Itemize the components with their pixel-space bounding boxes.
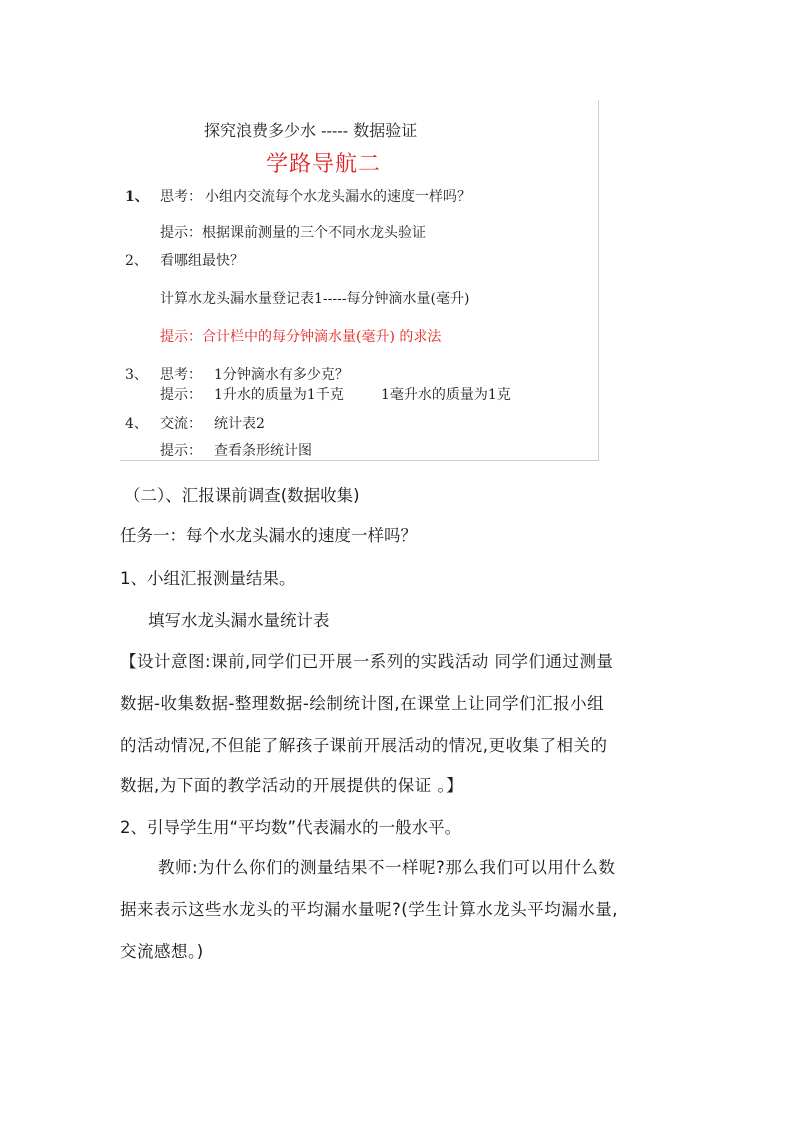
- item-4-number: 4、: [125, 416, 148, 432]
- section-title: （二）、汇报课前调查(数据收集): [124, 486, 360, 505]
- item-1-hint: 提示：根据课前测量的三个不同水龙头验证: [160, 225, 426, 241]
- design-line-4: 数据,为下面的教学活动的开展提供的保证 。】: [120, 776, 464, 795]
- item-2-number: 2、: [125, 253, 148, 269]
- item-3-number: 3、: [125, 367, 148, 383]
- teacher-line-2: 据来表示这些水龙头的平均漏水量呢?(学生计算水龙头平均漏水量,: [120, 900, 618, 919]
- step-1: 1、小组汇报测量结果。: [120, 569, 296, 588]
- item-3-hint-b: 1毫升水的质量为1克: [381, 387, 511, 403]
- step-1-sub: 填写水龙头漏水量统计表: [148, 611, 330, 630]
- item-4-hint-text: 查看条形统计图: [214, 443, 312, 459]
- item-3-hint-a: 1升水的质量为1千克: [214, 387, 344, 403]
- design-line-1: 【设计意图:课前,同学们已开展一系列的实践活动 同学们通过测量: [120, 652, 614, 671]
- task-1: 任务一：每个水龙头漏水的速度一样吗？: [120, 526, 417, 545]
- item-3-hint-label: 提示：: [160, 387, 202, 403]
- item-3-label: 思考：: [160, 367, 202, 383]
- item-4-hint-label: 提示：: [160, 443, 202, 459]
- item-2-hint: 提示：合计栏中的每分钟滴水量(毫升) 的求法: [160, 329, 442, 345]
- item-2-detail: 计算水龙头漏水量登记表1-----每分钟滴水量(毫升): [160, 291, 470, 307]
- item-1-label: 思考：: [160, 189, 202, 205]
- item-4-text: 统计表2: [214, 416, 265, 432]
- item-4-label: 交流：: [160, 416, 202, 432]
- item-1-number: 1、: [125, 189, 149, 205]
- teacher-line-1: 教师:为什么你们的测量结果不一样呢?那么我们可以用什么数: [158, 858, 616, 877]
- step-2: 2、引导学生用“平均数”代表漏水的一般水平。: [120, 818, 462, 837]
- nav-title: 学路导航二: [266, 152, 382, 177]
- item-1-text: 小组内交流每个水龙头漏水的速度一样吗？: [205, 189, 471, 205]
- box-title: 探究浪费多少水 ----- 数据验证: [204, 121, 418, 140]
- item-3-text: 1分钟滴水有多少克？: [214, 367, 349, 383]
- item-2-text: 看哪组最快？: [160, 253, 244, 269]
- design-line-3: 的活动情况,不但能了解孩子课前开展活动的情况,更收集了相关的: [120, 736, 608, 755]
- teacher-line-3: 交流感想。): [120, 942, 204, 961]
- design-line-2: 数据-收集数据-整理数据-绘制统计图,在课堂上让同学们汇报小组: [120, 694, 605, 713]
